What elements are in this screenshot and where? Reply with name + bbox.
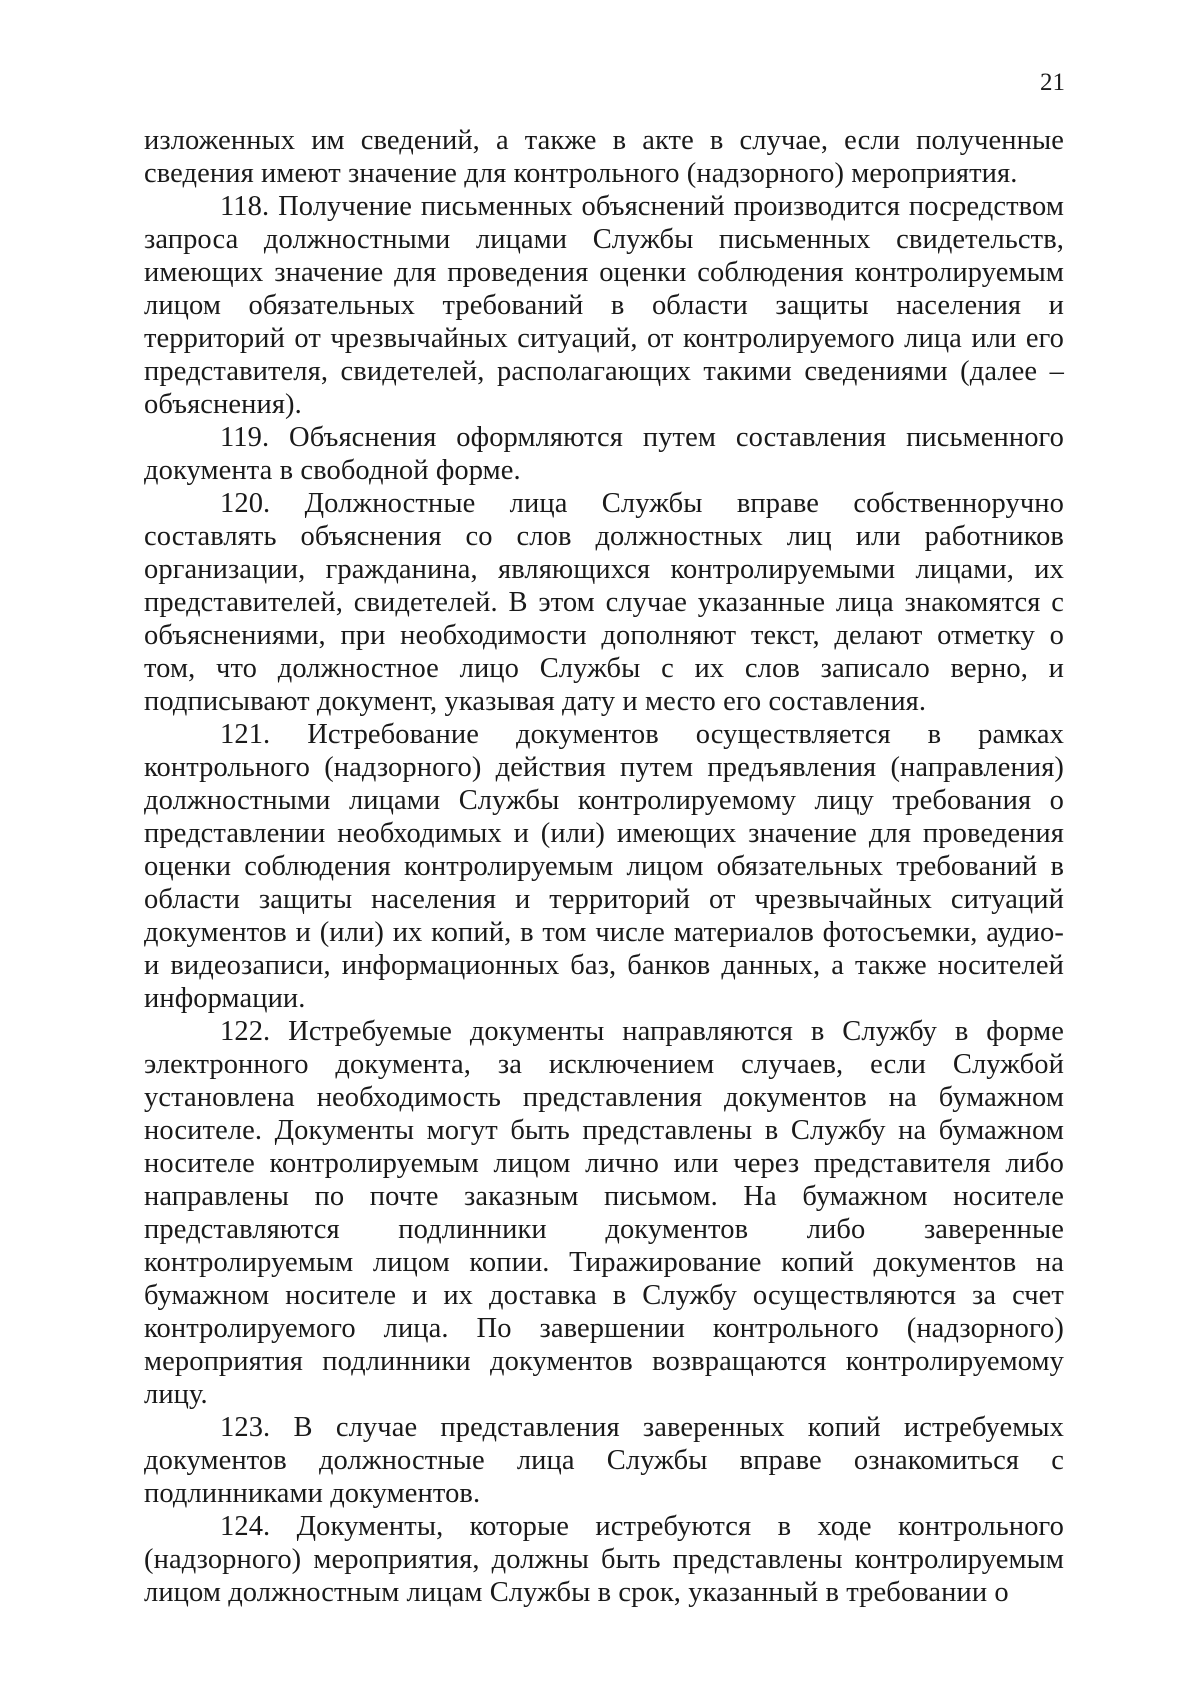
paragraph-120: 120. Должностные лица Службы вправе собственноручно составлять объяснения со слов должностных лиц или работников организации, гражданина, являющихся контролируемыми лицами, их представителей, свидетелей. В этом случае указанные лица знакомятся с объяснениями, при необходимости дополняют текст, делают отметку о том, что должностное лицо Службы с их слов записало верно, и подписывают документ, указывая дату и место его составления. [144, 488, 1064, 717]
page-number: 21 [1040, 69, 1065, 96]
paragraph-119: 119. Объяснения оформляются путем составления письменного документа в свободной форме. [144, 422, 1064, 486]
paragraph-124: 124. Документы, которые истребуются в ходе контрольного (надзорного) мероприятия, должны быть представлены контролируемым лицом должностным лицам Службы в срок, указанный в требовании о [144, 1511, 1064, 1608]
paragraph-122: 122. Истребуемые документы направляются в Службу в форме электронного документа, за исключением случаев, если Службой установлена необходимость представления документов на бумажном носителе. Документы могут быть представлены в Службу на бумажном носителе контролируемым лицом лично или через представителя либо направлены по почте заказным письмом. На бумажном носителе представляются подлинники документов либо заверенные контролируемым лицом копии. Тиражирование копий документов на бумажном носителе и их доставка в Службу осуществляются за счет контролируемого лица. По завершении контрольного (надзорного) мероприятия подлинники документов возвращаются контролируемому лицу. [144, 1016, 1064, 1410]
paragraph-118: 118. Получение письменных объяснений производится посредством запроса должностными лицами Службы письменных свидетельств, имеющих значение для проведения оценки соблюдения контролируемым лицом обязательных требований в области защиты населения и территорий от чрезвычайных ситуаций, от контролируемого лица или его представителя, свидетелей, располагающих такими сведениями (далее – объяснения). [144, 191, 1064, 420]
paragraph-continuation: изложенных им сведений, а также в акте в случае, если полученные сведения имеют значение для контрольного (надзорного) мероприятия. [144, 125, 1064, 189]
paragraph-123: 123. В случае представления заверенных копий истребуемых документов должностные лица Службы вправе ознакомиться с подлинниками документов. [144, 1412, 1064, 1509]
document-body [144, 124, 1064, 1609]
paragraph-121: 121. Истребование документов осуществляется в рамках контрольного (надзорного) действия путем предъявления (направления) должностными лицами Службы контролируемому лицу требования о представлении необходимых и (или) имеющих значение для проведения оценки соблюдения контролируемым лицом обязательных требований в области защиты населения и территорий от чрезвычайных ситуаций документов и (или) их копий, в том числе материалов фотосъемки, аудио- и видеозаписи, информационных баз, банков данных, а также носителей информации. [144, 719, 1064, 1014]
